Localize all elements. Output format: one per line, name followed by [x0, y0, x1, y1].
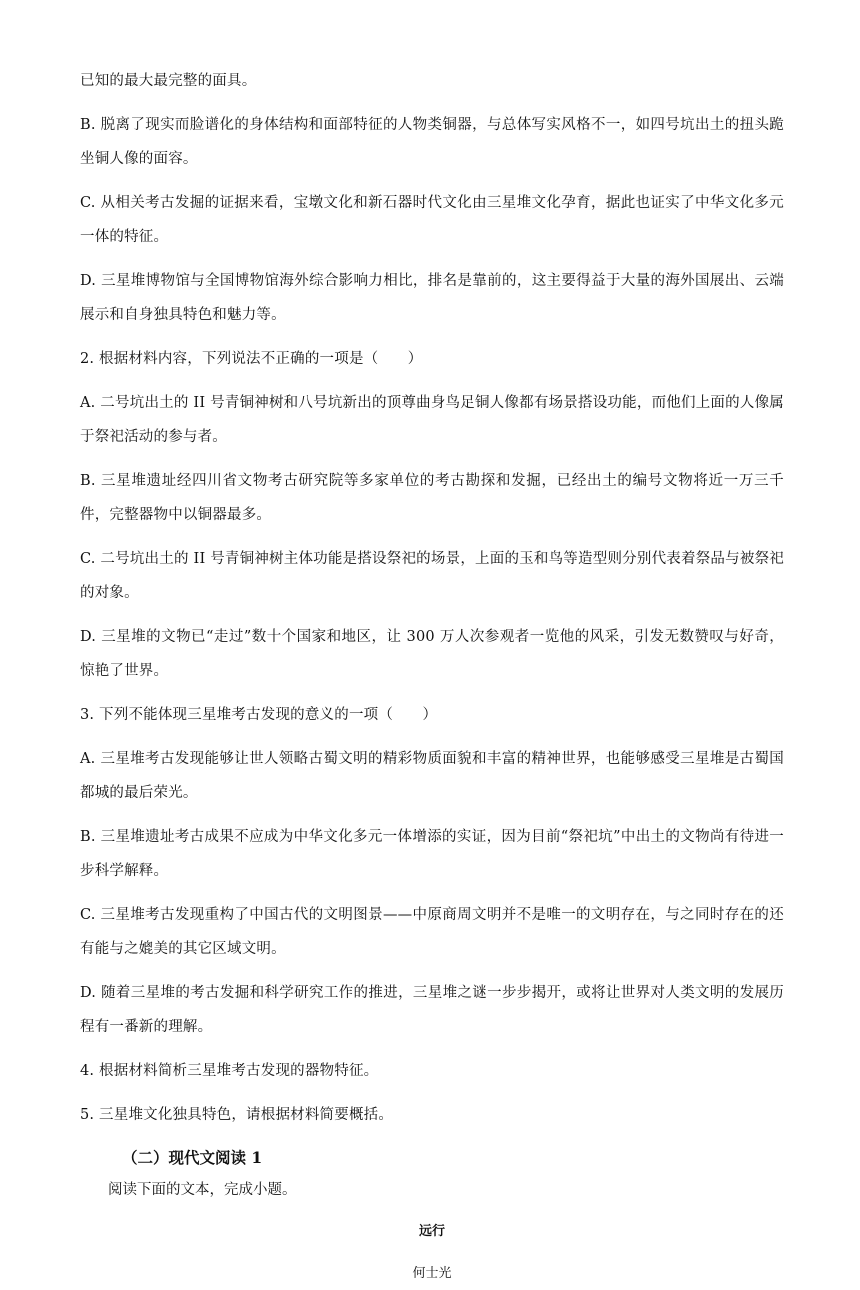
reading-instruction: 阅读下面的文本，完成小题。 — [108, 1182, 297, 1198]
q3-option-c: C. 三星堆考古发现重构了中国古代的文明图景——中原商周文明并不是唯一的文明存在，与之同时存在的还有能与之媲美的其它区域文明。 — [80, 907, 784, 957]
question-5: 5. 三星堆文化独具特色，请根据材料简要概括。 — [80, 1107, 394, 1123]
q1-option-c: C. 从相关考古发掘的证据来看，宝墩文化和新石器时代文化由三星堆文化孕育，据此也证实了中华文化多元一体的特征。 — [80, 195, 784, 245]
q3-option-b: B. 三星堆遗址考古成果不应成为中华文化多元一体增添的实证，因为目前“祭祀坑”中出土的文物尚有待进一步科学解释。 — [80, 829, 784, 879]
document-page — [80, 64, 784, 1290]
q3-option-a: A. 三星堆考古发现能够让世人领略古蜀文明的精彩物质面貌和丰富的精神世界，也能够感受三星堆是古蜀国都城的最后荣光。 — [80, 751, 784, 801]
question-3: 3. 下列不能体现三星堆考古发现的意义的一项（ ） — [80, 707, 438, 723]
article-author: 何士光 — [412, 1266, 452, 1281]
q1-option-d: D. 三星堆博物馆与全国博物馆海外综合影响力相比，排名是靠前的，这主要得益于大量的海外国展出、云端展示和自身独具特色和魅力等。 — [80, 273, 784, 323]
paragraph-continuation: 已知的最大最完整的面具。 — [80, 73, 257, 89]
q2-option-b: B. 三星堆遗址经四川省文物考古研究院等多家单位的考古勘探和发掘，已经出土的编号文物将近一万三千件，完整器物中以铜器最多。 — [80, 473, 784, 523]
q3-option-d: D. 随着三星堆的考古发掘和科学研究工作的推进，三星堆之谜一步步揭开，或将让世界对人类文明的发展历程有一番新的理解。 — [80, 985, 784, 1035]
q1-option-b: B. 脱离了现实而脸谱化的身体结构和面部特征的人物类铜器，与总体写实风格不一，如四号坑出土的扭头跪坐铜人像的面容。 — [80, 117, 784, 167]
q2-option-a: A. 二号坑出土的 II 号青铜神树和八号坑新出的顶尊曲身鸟足铜人像都有场景搭设功能，而他们上面的人像属于祭祀活动的参与者。 — [80, 395, 784, 445]
section-heading: （二）现代文阅读 1 — [122, 1148, 263, 1167]
question-4: 4. 根据材料简析三星堆考古发现的器物特征。 — [80, 1063, 379, 1079]
question-2: 2. 根据材料内容，下列说法不正确的一项是（ ） — [80, 351, 423, 367]
q2-option-d: D. 三星堆的文物已“走过”数十个国家和地区，让 300 万人次参观者一览他的风采，引发无数赞叹与好奇，惊艳了世界。 — [80, 629, 784, 679]
q2-option-c: C. 二号坑出土的 II 号青铜神树主体功能是搭设祭祀的场景，上面的玉和鸟等造型则分别代表着祭品与被祭祀的对象。 — [80, 551, 784, 601]
article-title: 远行 — [418, 1224, 445, 1239]
